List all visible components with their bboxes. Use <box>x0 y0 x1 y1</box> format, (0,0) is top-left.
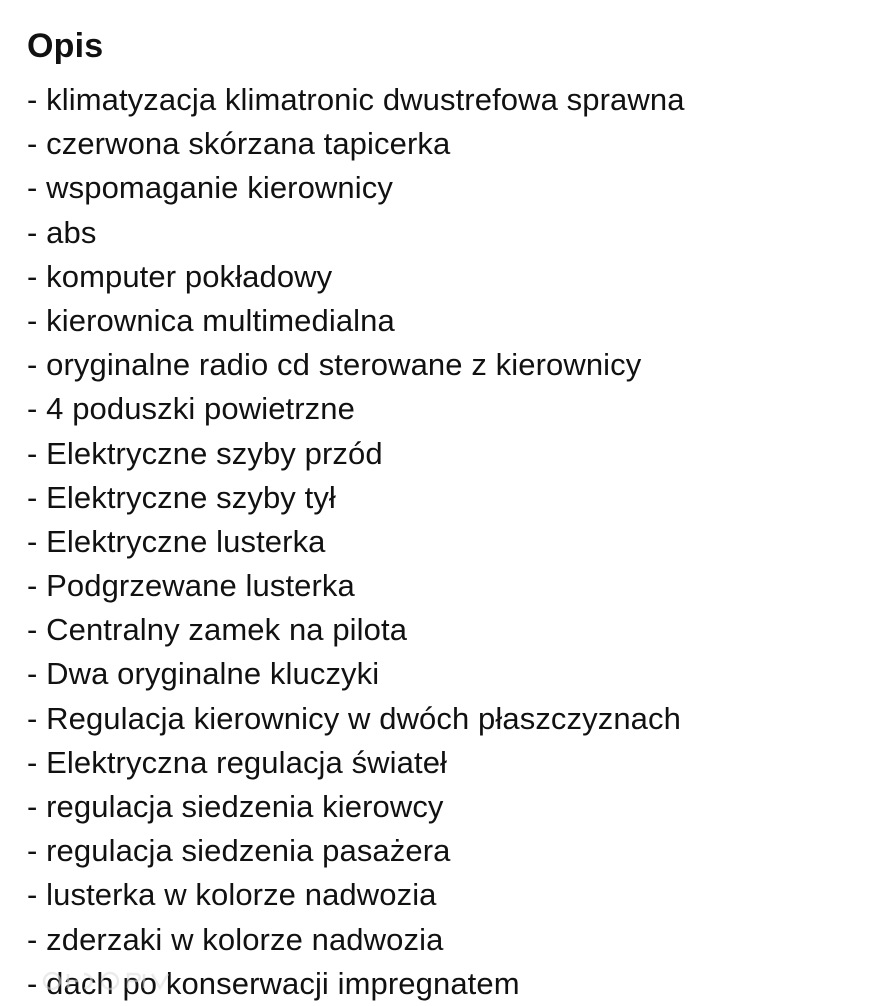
description-section <box>27 26 883 1006</box>
list-item: - Podgrzewane lusterka <box>27 568 355 604</box>
list-item: - zderzaki w kolorze nadwozia <box>27 921 444 957</box>
list-item: - klimatyzacja klimatronic dwustrefowa sprawna <box>27 82 685 117</box>
list-item: - Centralny zamek na pilota <box>27 612 408 648</box>
list-item: - abs <box>27 214 97 250</box>
list-item: - kierownica multimedialna <box>27 302 395 338</box>
list-item: - Dwa oryginalne kluczyki <box>27 656 380 692</box>
list-item: - Regulacja kierownicy w dwóch płaszczyznach <box>27 700 681 736</box>
list-item: - komputer pokładowy <box>27 258 333 294</box>
section-title: Opis <box>27 27 104 65</box>
list-item: - regulacja siedzenia pasażera <box>27 833 451 869</box>
list-item: - lusterka w kolorze nadwozia <box>27 877 437 913</box>
list-item: - 4 poduszki powietrzne <box>27 391 355 427</box>
list-item: - Elektryczne szyby przód <box>27 435 383 471</box>
site-logo-watermark-icon <box>40 966 170 996</box>
list-item: - Elektryczna regulacja świateł <box>27 744 448 780</box>
list-item: - Elektryczne lusterka <box>27 523 326 559</box>
list-item: - regulacja siedzenia kierowcy <box>27 789 444 824</box>
list-item: - Elektryczne szyby tył <box>27 479 336 515</box>
list-item: - wspomaganie kierownicy <box>27 170 393 206</box>
list-item: - dach po konserwacji impregnatem <box>27 965 520 1001</box>
list-item: - oryginalne radio cd sterowane z kierownicy <box>27 347 642 383</box>
list-item: - czerwona skórzana tapicerka <box>27 126 451 162</box>
feature-list <box>27 78 883 1006</box>
